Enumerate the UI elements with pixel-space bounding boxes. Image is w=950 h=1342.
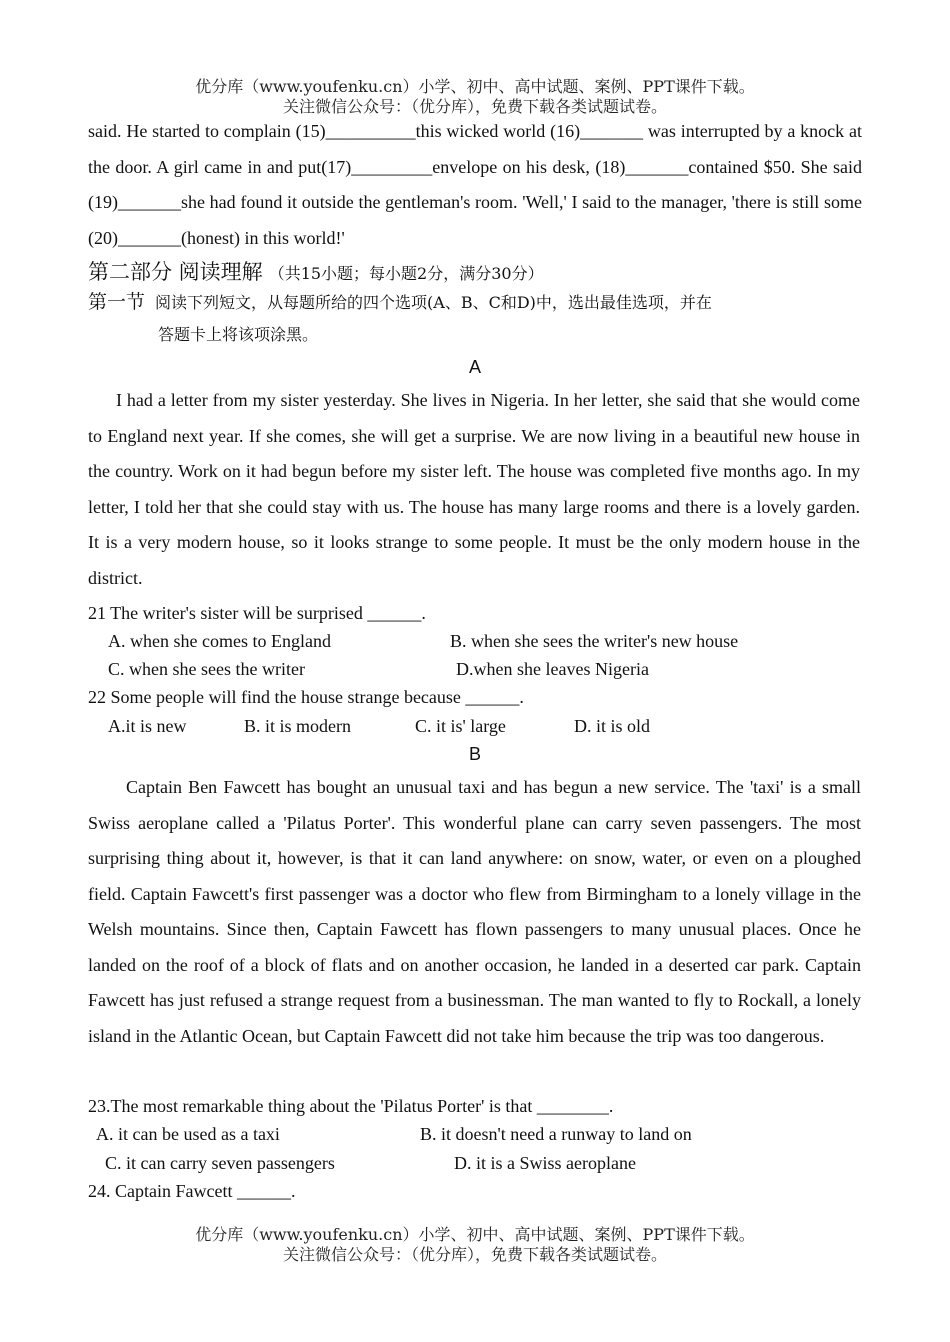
cloze-continuation: said. He started to complain (15)__________this wicked world (16)_______ was interrupted by a knock at the door. A girl came in and put(17)_________envelope on his desk, (18)_______contained $50. She said (19)_______she had found it outside the gentleman's room. 'Well,' I said to the manager, 'there is still some (20)_______(honest) in this world!' bbox=[88, 121, 862, 248]
footer-line-1: 优分库（www.youfenku.cn）小学、初中、高中试题、案例、PPT课件下载。 bbox=[195, 1225, 755, 1244]
question-22-option-c: C. it is' large bbox=[415, 716, 506, 736]
question-22-option-b: B. it is modern bbox=[244, 716, 351, 736]
question-22-option-d: D. it is old bbox=[574, 716, 651, 736]
passage-a-label: A bbox=[468, 357, 481, 377]
subsection-text-2: 答题卡上将该项涂黑。 bbox=[158, 325, 319, 344]
question-21-option-d: D.when she leaves Nigeria bbox=[456, 659, 649, 679]
passage-b-label: B bbox=[468, 744, 481, 764]
question-23-option-b: B. it doesn't need a runway to land on bbox=[420, 1124, 692, 1144]
page-footer bbox=[0, 1225, 950, 1265]
question-21-stem: 21 The writer's sister will be surprised ______. bbox=[88, 603, 426, 623]
question-22-option-a: A.it is new bbox=[108, 716, 187, 736]
footer-line-2: 关注微信公众号：（优分库），免费下载各类试题试卷。 bbox=[282, 1245, 667, 1264]
question-21-option-a: A. when she comes to England bbox=[108, 631, 331, 651]
header-line-2: 关注微信公众号：（优分库），免费下载各类试题试卷。 bbox=[282, 97, 667, 116]
subsection-text-1: 阅读下列短文，从每题所给的四个选项(A、B、C和D)中，选出最佳选项，并在 bbox=[155, 293, 712, 312]
subsection-instruction bbox=[88, 287, 712, 314]
question-22-stem: 22 Some people will find the house strange because ______. bbox=[88, 687, 524, 707]
section-title-text: 第二部分 阅读理解 bbox=[88, 260, 263, 284]
question-23-option-c: C. it can carry seven passengers bbox=[105, 1153, 335, 1173]
question-24-stem: 24. Captain Fawcett ______. bbox=[88, 1181, 296, 1201]
question-21-option-c: C. when she sees the writer bbox=[108, 659, 305, 679]
section-note: （共15小题；每小题2分，满分30分） bbox=[268, 264, 544, 283]
question-21-option-b: B. when she sees the writer's new house bbox=[450, 631, 739, 651]
question-23-stem: 23.The most remarkable thing about the 'Pilatus Porter' is that ________. bbox=[88, 1096, 614, 1116]
passage-b-text: Captain Ben Fawcett has bought an unusual taxi and has begun a new service. The 'taxi' is a small Swiss aeroplane called a 'Pilatus Porter'. This wonderful plane can carry seven passengers. The most surprising thing about it, however, is that it can land anywhere: on snow, water, or even on a ploughed field. Captain Fawcett's first passenger was a doctor who flew from Birmingham to a lonely village in the Welsh mountains. Since then, Captain Fawcett has flown passengers to many unusual places. Once he landed on the roof of a block of flats and on another occasion, he landed in a deserted car park. Captain Fawcett has just refused a strange request from a businessman. The man wanted to fly to Rockall, a lonely island in the Atlantic Ocean, but Captain Fawcett did not take him because the trip was too dangerous. bbox=[88, 777, 861, 1046]
question-23-option-d: D. it is a Swiss aeroplane bbox=[454, 1153, 636, 1173]
question-23-option-a: A. it can be used as a taxi bbox=[96, 1124, 280, 1144]
header-line-1: 优分库（www.youfenku.cn）小学、初中、高中试题、案例、PPT课件下载。 bbox=[195, 77, 755, 96]
page-header bbox=[0, 77, 950, 117]
subsection-label: 第一节 bbox=[88, 291, 146, 313]
passage-a-text: I had a letter from my sister yesterday. She lives in Nigeria. In her letter, she said that she would come to England next year. If she comes, she will get a surprise. We are now living in a beautiful new house in the country. Work on it had begun before my sister left. The house was completed five months ago. In my letter, I told her that she could stay with us. The house has many large rooms and there is a lovely garden. It is a very modern house, so it looks strange to some people. It must be the only modern house in the district. bbox=[88, 390, 860, 588]
section-title bbox=[88, 256, 544, 286]
